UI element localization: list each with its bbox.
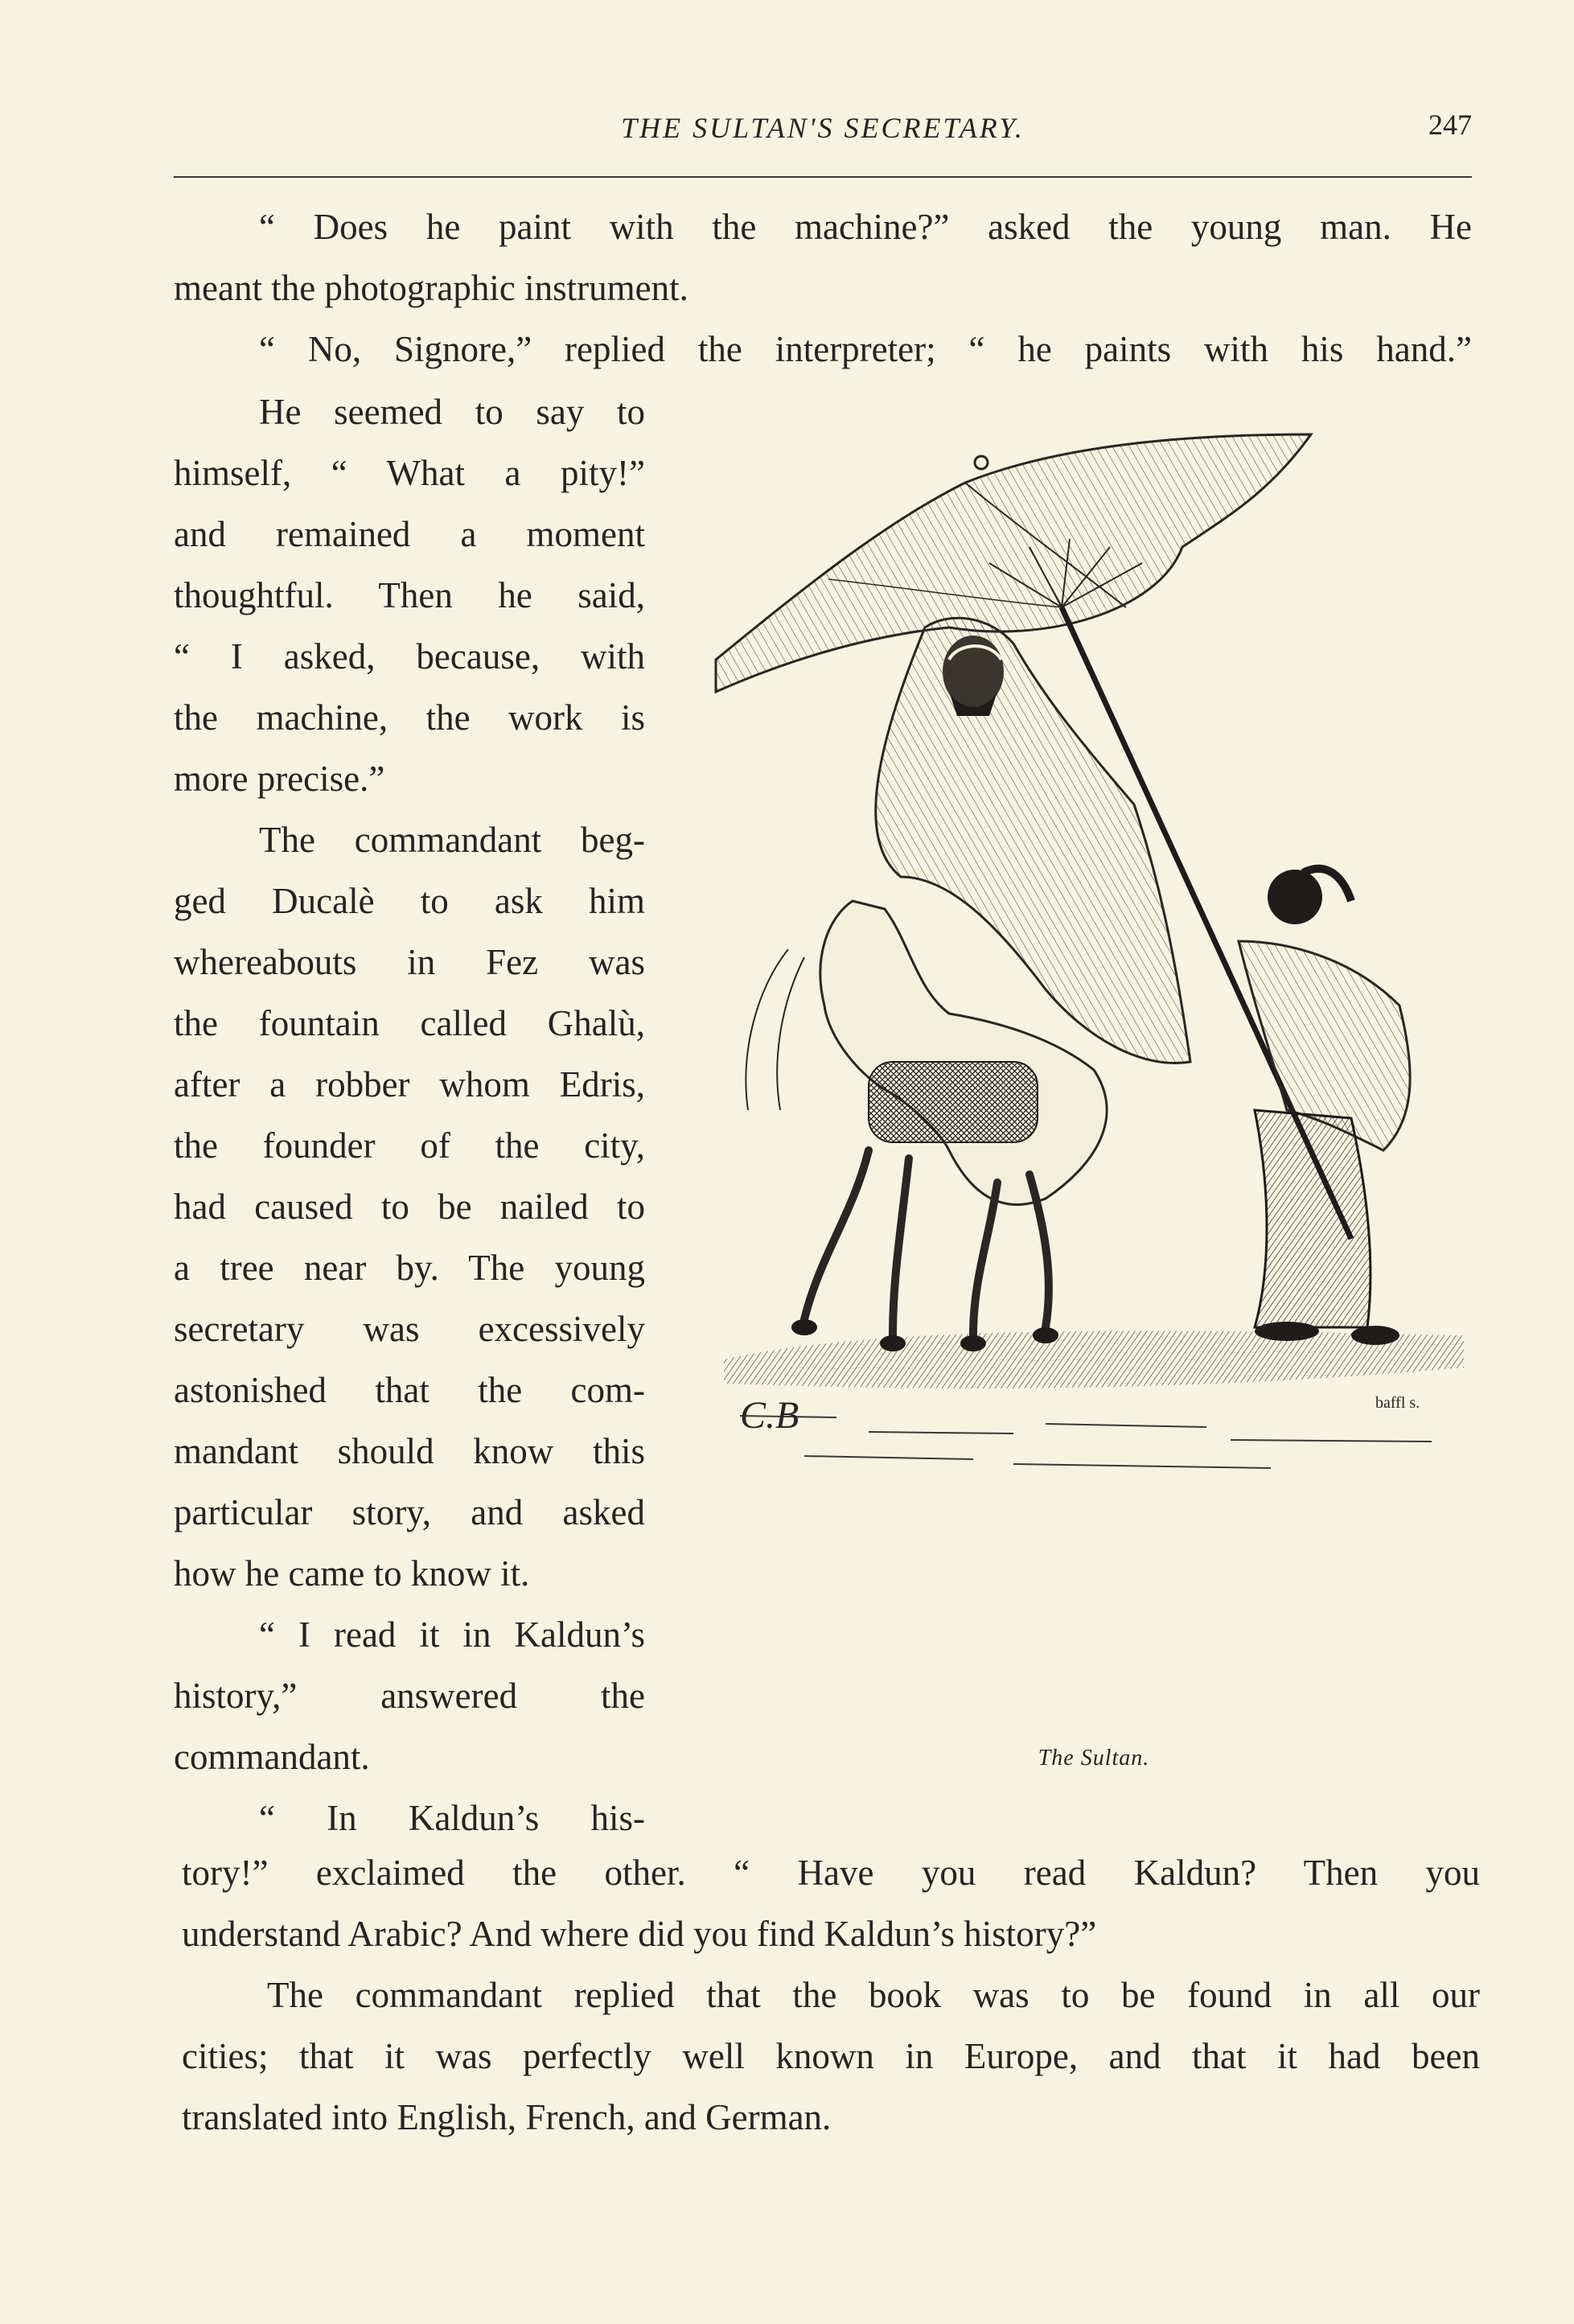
- text-line: the founder of the city,: [174, 1125, 645, 1166]
- text-line: history,” answered the: [174, 1676, 645, 1716]
- text-line: the machine, the work is: [174, 697, 645, 738]
- text-line: tory!” exclaimed the other. “ Have you read Kaldun? Then you: [182, 1853, 1480, 1893]
- engraving-the-sultan: [708, 426, 1480, 1713]
- text-line: The commandant beg-: [259, 820, 645, 860]
- text-line: “ No, Signore,” replied the interpreter; “ he paints with his hand.”: [259, 329, 1472, 369]
- text-line: meant the photographic instrument.: [174, 268, 688, 308]
- text-line: secretary was excessively: [174, 1309, 645, 1349]
- text-line: the fountain called Ghalù,: [174, 1003, 645, 1043]
- text-line: “ I read it in Kaldun’s: [259, 1614, 645, 1655]
- text-line: “ I asked, because, with: [174, 636, 645, 677]
- page-number: 247: [1428, 109, 1472, 141]
- text-line: understand Arabic? And where did you find Kaldun’s history?”: [182, 1914, 1097, 1954]
- paragraphs-bottom: [182, 1842, 1480, 2148]
- text-line: how he came to know it.: [174, 1553, 530, 1594]
- paragraphs-beside-figure: [174, 381, 645, 1849]
- ground-shading: [724, 1331, 1464, 1468]
- text-line: a tree near by. The young: [174, 1248, 645, 1288]
- text-line: astonished that the com-: [174, 1370, 645, 1410]
- artist-signature: C.B: [740, 1394, 799, 1437]
- text-line: particular story, and asked: [174, 1492, 645, 1532]
- engraver-mark: baffl s.: [1375, 1394, 1420, 1412]
- paragraphs-top: [174, 196, 1472, 380]
- text-line: “ Does he paint with the machine?” asked the young man. He: [259, 207, 1472, 247]
- text-line: mandant should know this: [174, 1431, 645, 1471]
- text-line: had caused to be nailed to: [174, 1187, 645, 1227]
- header-rule: [174, 176, 1472, 178]
- text-line: thoughtful. Then he said,: [174, 575, 645, 615]
- running-head: [174, 111, 1472, 151]
- text-line: “ In Kaldun’s his-: [259, 1798, 645, 1838]
- text-line: after a robber whom Edris,: [174, 1064, 645, 1104]
- text-line: He seemed to say to: [259, 392, 645, 432]
- running-title: THE SULTAN'S SECRETARY.: [621, 112, 1025, 144]
- figure-caption: The Sultan.: [1038, 1746, 1150, 1771]
- attendant-figure: [1239, 869, 1410, 1345]
- text-line: whereabouts in Fez was: [174, 942, 645, 982]
- text-line: The commandant replied that the book was to be found in all our: [267, 1975, 1480, 2015]
- text-line: cities; that it was perfectly well known in Europe, and that it had been: [182, 2036, 1480, 2076]
- text-line: and remained a moment: [174, 514, 645, 554]
- text-line: translated into English, French, and German.: [182, 2097, 832, 2137]
- text-line: commandant.: [174, 1737, 370, 1777]
- text-line: ged Ducalè to ask him: [174, 881, 645, 921]
- text-line: himself, “ What a pity!”: [174, 453, 645, 493]
- text-line: more precise.”: [174, 759, 385, 799]
